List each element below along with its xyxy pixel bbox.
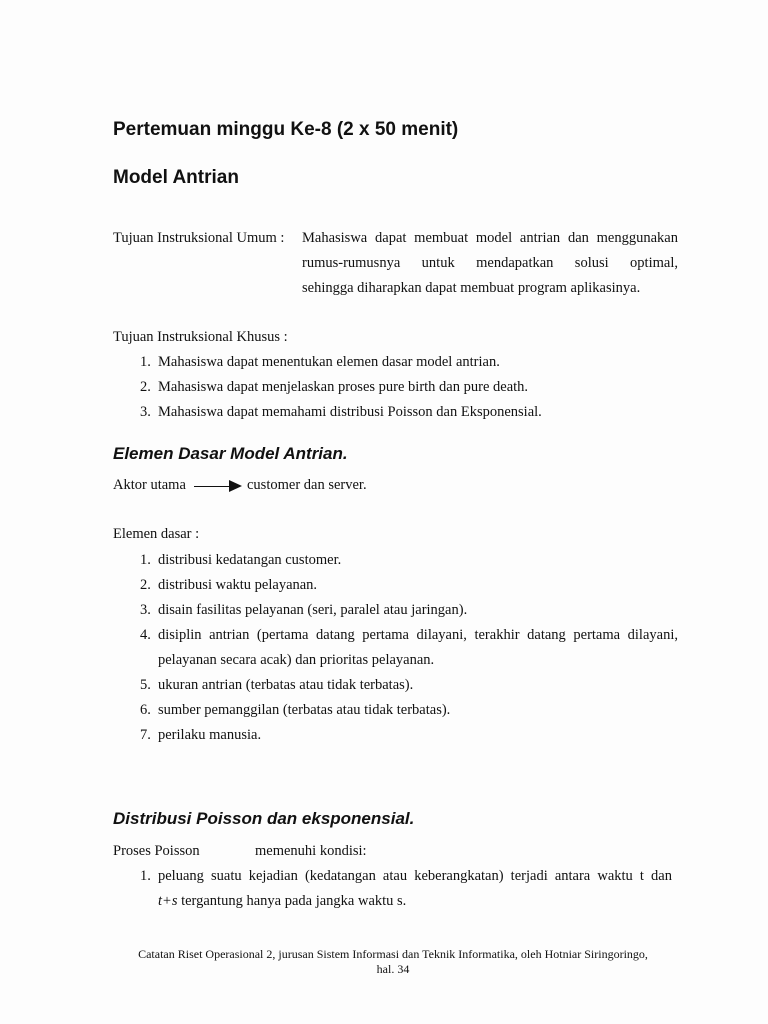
element-item: sumber pemanggilan (terbatas atau tidak terbatas). xyxy=(158,702,451,718)
section-title-elemen: Elemen Dasar Model Antrian. xyxy=(113,444,348,463)
tiu-label: Tujuan Instruksional Umum : xyxy=(113,230,285,246)
list-number: 5. xyxy=(140,677,151,693)
page-number: hal. 34 xyxy=(376,962,410,976)
element-item: distribusi kedatangan customer. xyxy=(158,552,342,568)
poisson-item-line-2 xyxy=(158,892,406,910)
list-number: 3. xyxy=(140,602,151,618)
page-title: Pertemuan minggu Ke-8 (2 x 50 menit) xyxy=(113,119,459,140)
list-number: 3. xyxy=(140,404,151,420)
page-footer xyxy=(90,947,696,977)
list-number: 1. xyxy=(140,354,151,370)
element-item-continuation: pelayanan secara acak) dan prioritas pelayanan. xyxy=(158,652,435,668)
element-item: perilaku manusia. xyxy=(158,727,262,743)
topic-title: Model Antrian xyxy=(113,167,239,188)
poisson-item-text: tergantung hanya pada jangka waktu s. xyxy=(181,893,407,909)
tik-item: Mahasiswa dapat memahami distribusi Poisson dan Eksponensial. xyxy=(158,404,542,420)
tik-item: Mahasiswa dapat menentukan elemen dasar model antrian. xyxy=(158,354,500,370)
list-number: 4. xyxy=(140,627,151,643)
list-number: 1. xyxy=(140,552,151,568)
tiu-line-3: sehingga diharapkan dapat membuat program aplikasinya. xyxy=(302,280,641,296)
footer-citation: Catatan Riset Operasional 2, jurusan Sistem Informasi dan Teknik Informatika, oleh Hotniar Siringoringo, xyxy=(138,947,648,961)
element-item: ukuran antrian (terbatas atau tidak terbatas). xyxy=(158,677,414,693)
elements-label: Elemen dasar : xyxy=(113,526,200,542)
section-title-poisson: Distribusi Poisson dan eksponensial. xyxy=(113,809,415,828)
element-item: disain fasilitas pelayanan (seri, paralel atau jaringan). xyxy=(158,602,468,618)
element-item: distribusi waktu pelayanan. xyxy=(158,577,318,593)
process-label: Proses Poisson xyxy=(113,843,200,859)
tiu-line-1: Mahasiswa dapat membuat model antrian dan menggunakan xyxy=(302,230,678,246)
process-value: memenuhi kondisi: xyxy=(255,843,367,859)
list-number: 7. xyxy=(140,727,151,743)
list-number: 2. xyxy=(140,577,151,593)
tik-label: Tujuan Instruksional Khusus : xyxy=(113,329,288,345)
list-number: 2. xyxy=(140,379,151,395)
actor-value: customer dan server. xyxy=(247,477,367,493)
arrow-line xyxy=(194,486,230,487)
actor-label: Aktor utama xyxy=(113,477,186,493)
math-variable: t+s xyxy=(158,893,178,909)
poisson-item-line-1: peluang suatu kejadian (kedatangan atau keberangkatan) terjadi antara waktu t dan xyxy=(158,868,672,884)
list-number: 6. xyxy=(140,702,151,718)
list-number: 1. xyxy=(140,868,151,884)
tiu-line-2: rumus-rumusnya untuk mendapatkan solusi optimal, xyxy=(302,255,678,271)
arrow-right-icon xyxy=(229,480,242,492)
element-item: disiplin antrian (pertama datang pertama dilayani, terakhir datang pertama dilayani, xyxy=(158,627,678,643)
tik-item: Mahasiswa dapat menjelaskan proses pure birth dan pure death. xyxy=(158,379,529,395)
